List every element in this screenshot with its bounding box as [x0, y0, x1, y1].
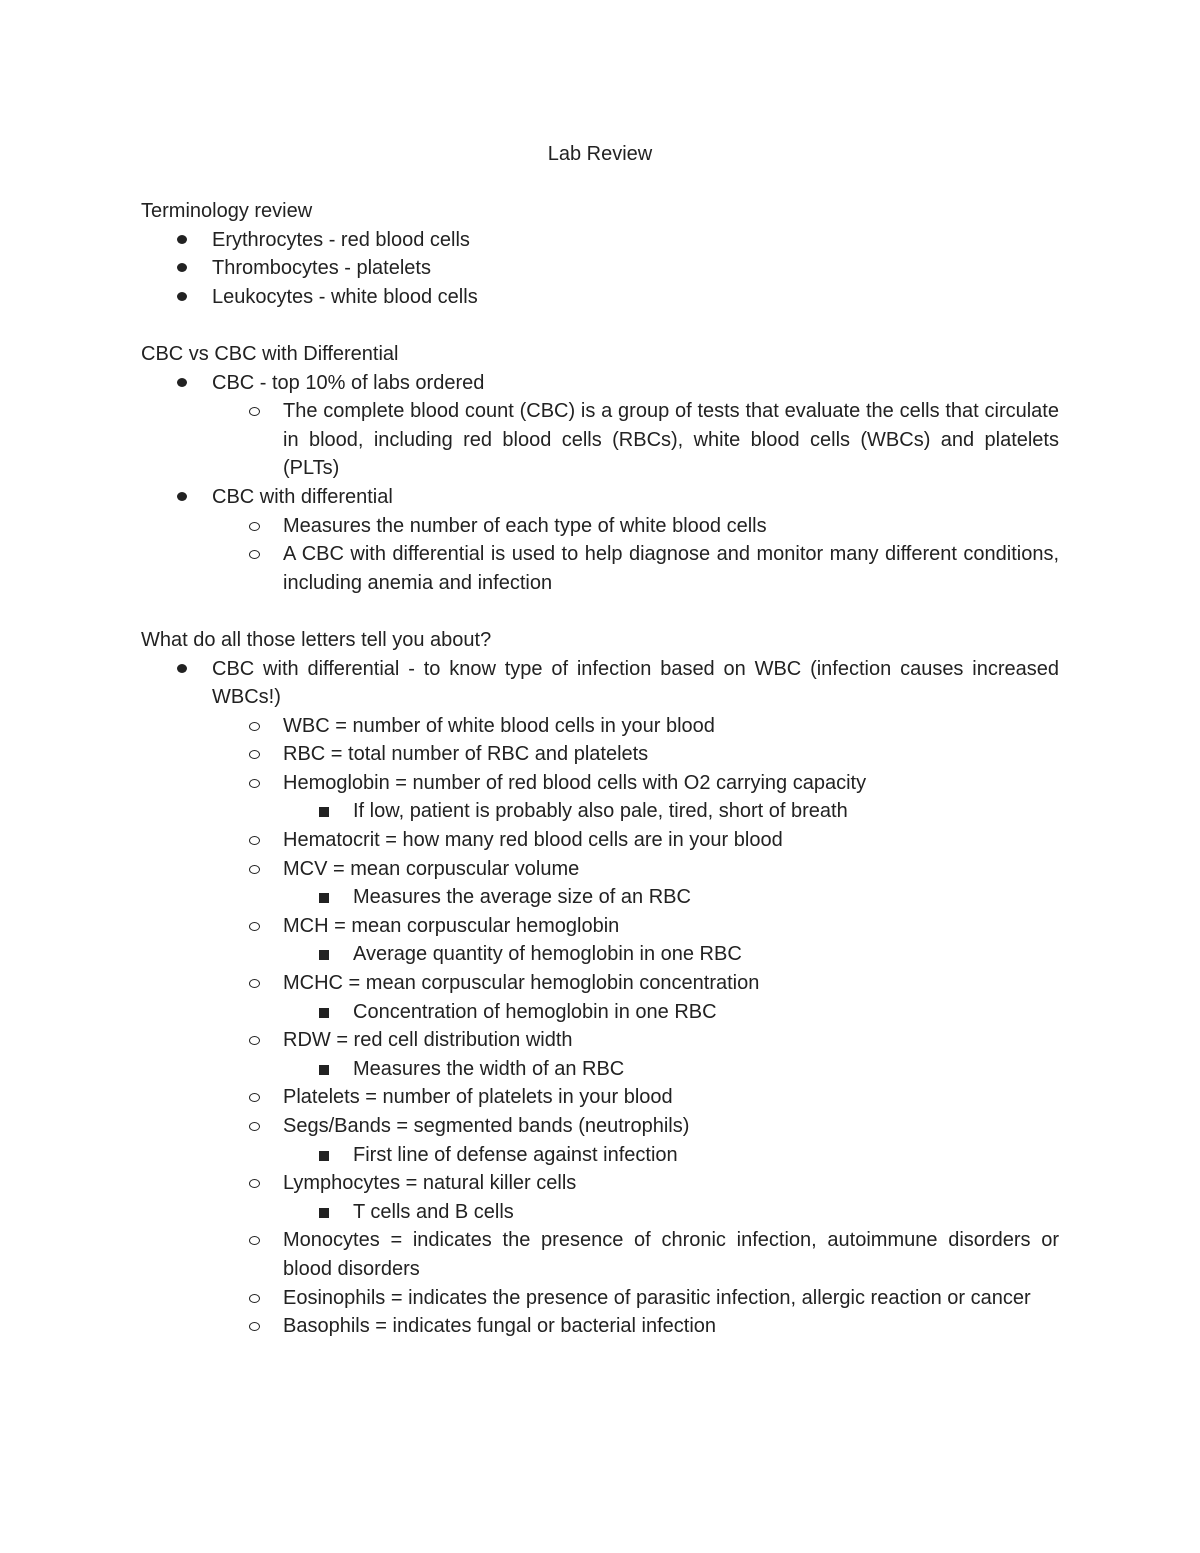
list-item-text: WBC = number of white blood cells in your blood: [283, 714, 715, 737]
bullet-list: [141, 369, 1059, 598]
list-item: [141, 1312, 1059, 1341]
list-item: [141, 397, 1059, 483]
hollow-circle-bullet-icon: [249, 1093, 260, 1102]
list-item-text: Thrombocytes - platelets: [212, 257, 431, 280]
section-heading: What do all those letters tell you about?: [141, 628, 492, 651]
hollow-circle-bullet-icon: [249, 750, 260, 759]
list-item: [141, 769, 1059, 798]
hollow-circle-bullet-icon: [249, 979, 260, 988]
list-item: [141, 369, 1059, 398]
list-item: [141, 1169, 1059, 1198]
list-item-text: Basophils = indicates fungal or bacterial infection: [283, 1315, 717, 1338]
square-bullet-icon: [319, 1065, 329, 1075]
list-item: [141, 1284, 1059, 1313]
filled-circle-bullet-icon: [177, 292, 187, 301]
list-item-text: CBC - top 10% of labs ordered: [212, 371, 485, 394]
hollow-circle-bullet-icon: [249, 1322, 260, 1331]
list-item-text: Monocytes = indicates the presence of chronic infection, autoimmune disorders or blood disorders: [283, 1229, 1059, 1280]
list-item: [141, 912, 1059, 941]
list-item: [141, 1198, 1059, 1227]
filled-circle-bullet-icon: [177, 378, 187, 387]
filled-circle-bullet-icon: [177, 492, 187, 501]
list-item-text: Platelets = number of platelets in your blood: [283, 1086, 673, 1109]
section-heading: CBC vs CBC with Differential: [141, 342, 399, 365]
list-item: [141, 1026, 1059, 1055]
list-item-text: CBC with differential - to know type of infection based on WBC (infection causes increased WBCs!): [212, 657, 1059, 709]
list-item-text: MCV = mean corpuscular volume: [283, 857, 580, 880]
list-item-text: Hematocrit = how many red blood cells are in your blood: [283, 829, 783, 852]
list-item-text: Erythrocytes - red blood cells: [212, 228, 470, 251]
list-item: [141, 1083, 1059, 1112]
list-item-text: MCHC = mean corpuscular hemoglobin concentration: [283, 972, 760, 995]
list-item-text: First line of defense against infection: [353, 1143, 678, 1166]
document-title: Lab Review: [547, 143, 653, 165]
list-item: [141, 1141, 1059, 1170]
section-spacer: [141, 597, 1059, 626]
square-bullet-icon: [319, 807, 329, 817]
list-item-text: T cells and B cells: [353, 1200, 514, 1223]
list-item-text: Measures the average size of an RBC: [353, 886, 691, 909]
hollow-circle-bullet-icon: [249, 836, 260, 845]
list-item-text: CBC with differential: [212, 485, 393, 508]
hollow-circle-bullet-icon: [249, 922, 260, 931]
hollow-circle-bullet-icon: [249, 779, 260, 788]
list-item: [141, 797, 1059, 826]
list-item-text: A CBC with differential is used to help diagnose and monitor many different conditions, including anemia and infection: [283, 543, 1059, 594]
list-item-text: Measures the width of an RBC: [353, 1057, 625, 1080]
hollow-circle-bullet-icon: [249, 407, 260, 416]
list-item-text: Eosinophils = indicates the presence of parasitic infection, allergic reaction or cancer: [283, 1286, 1031, 1309]
list-item-text: Measures the number of each type of white blood cells: [283, 514, 767, 537]
list-item: [141, 283, 1059, 312]
list-item-text: Average quantity of hemoglobin in one RBC: [353, 943, 742, 966]
list-item-text: RBC = total number of RBC and platelets: [283, 743, 649, 766]
list-item: [141, 254, 1059, 283]
list-item-text: Leukocytes - white blood cells: [212, 285, 478, 308]
list-item-text: Hemoglobin = number of red blood cells with O2 carrying capacity: [283, 771, 867, 794]
list-item: [141, 998, 1059, 1027]
hollow-circle-bullet-icon: [249, 550, 260, 559]
list-item: [141, 826, 1059, 855]
list-item: [141, 1226, 1059, 1283]
list-item: [141, 1055, 1059, 1084]
list-item-text: MCH = mean corpuscular hemoglobin: [283, 914, 620, 937]
hollow-circle-bullet-icon: [249, 1294, 260, 1303]
square-bullet-icon: [319, 1151, 329, 1161]
hollow-circle-bullet-icon: [249, 1036, 260, 1045]
list-item-text: Concentration of hemoglobin in one RBC: [353, 1000, 717, 1023]
list-item: [141, 483, 1059, 512]
square-bullet-icon: [319, 1008, 329, 1018]
square-bullet-icon: [319, 893, 329, 903]
list-item-text: Segs/Bands = segmented bands (neutrophils): [283, 1115, 690, 1137]
hollow-circle-bullet-icon: [249, 522, 260, 531]
list-item: [141, 512, 1059, 541]
hollow-circle-bullet-icon: [249, 1236, 260, 1245]
hollow-circle-bullet-icon: [249, 865, 260, 874]
square-bullet-icon: [319, 950, 329, 960]
filled-circle-bullet-icon: [177, 664, 187, 673]
list-item: [141, 969, 1059, 998]
list-item: [141, 655, 1059, 712]
list-item-text: Lymphocytes = natural killer cells: [283, 1172, 577, 1195]
list-item: [141, 855, 1059, 884]
bullet-list: [141, 226, 1059, 312]
list-item-text: RDW = red cell distribution width: [283, 1029, 573, 1052]
list-item: [141, 740, 1059, 769]
square-bullet-icon: [319, 1208, 329, 1218]
bullet-list: [141, 655, 1059, 1341]
list-item: [141, 540, 1059, 597]
hollow-circle-bullet-icon: [249, 1179, 260, 1188]
list-item: [141, 883, 1059, 912]
list-item: [141, 226, 1059, 255]
list-item: [141, 940, 1059, 969]
section-heading: Terminology review: [141, 200, 313, 222]
section-spacer: [141, 311, 1059, 340]
document-body: [141, 197, 1059, 1341]
list-item: [141, 712, 1059, 741]
filled-circle-bullet-icon: [177, 235, 187, 244]
list-item-text: The complete blood count (CBC) is a group of tests that evaluate the cells that circulate in blood, including red blood cells (RBCs), white blood cells (WBCs) and platelets (PLTs): [283, 400, 1059, 480]
list-item: [141, 1112, 1059, 1141]
hollow-circle-bullet-icon: [249, 722, 260, 731]
list-item-text: If low, patient is probably also pale, tired, short of breath: [353, 800, 848, 823]
hollow-circle-bullet-icon: [249, 1122, 260, 1131]
filled-circle-bullet-icon: [177, 263, 187, 272]
